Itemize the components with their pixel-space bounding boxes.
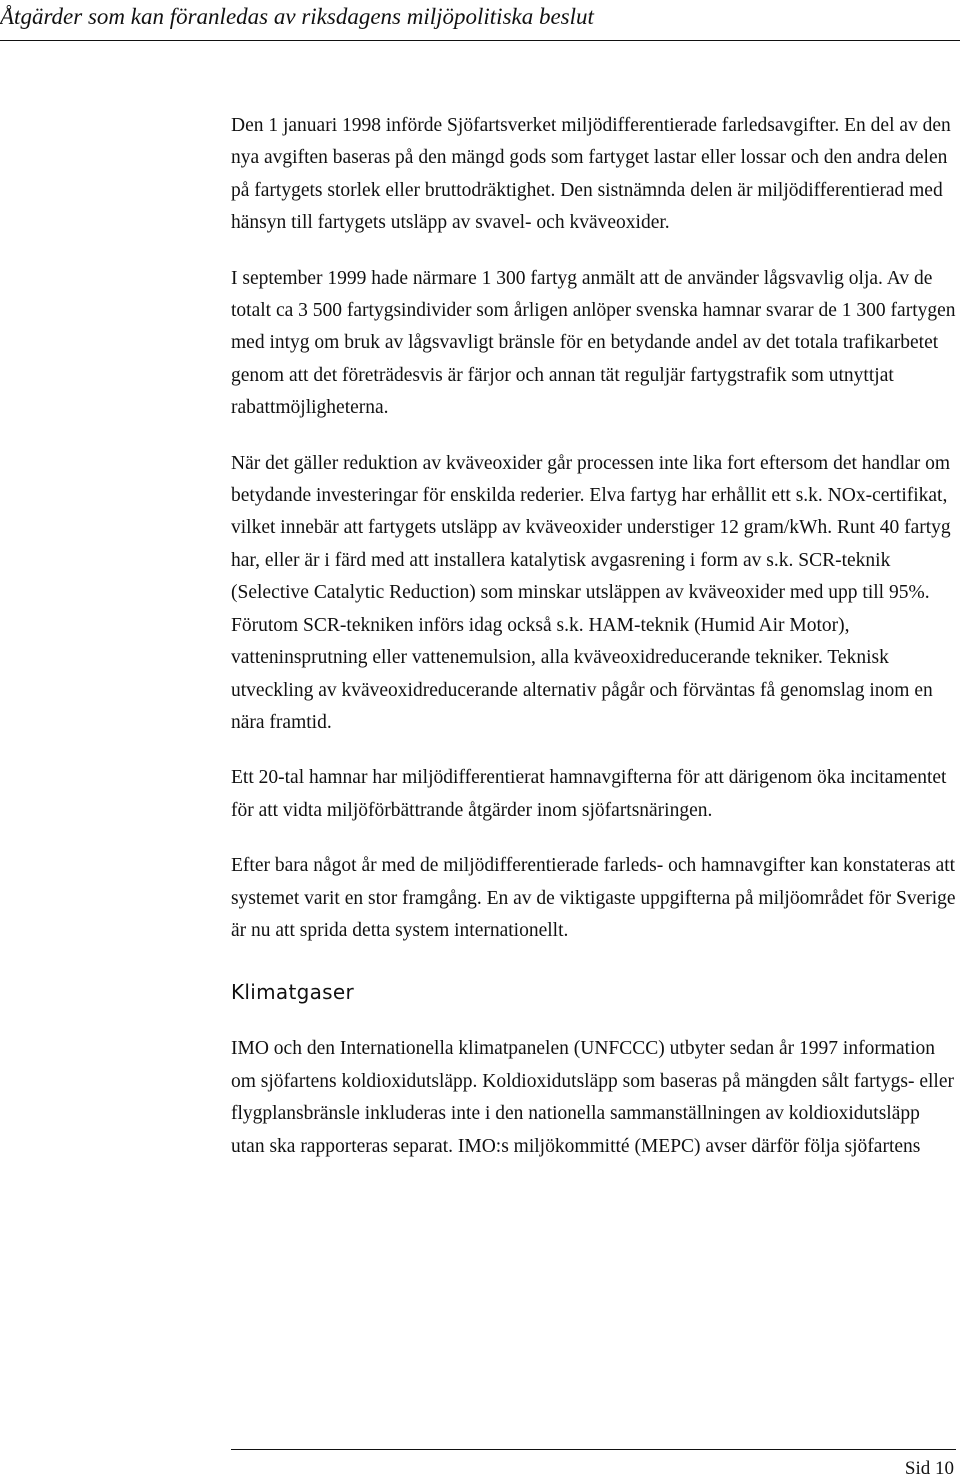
running-header: Åtgärder som kan föranledas av riksdagens miljöpolitiska beslut	[0, 4, 594, 29]
page-number: Sid 10	[904, 1458, 954, 1479]
paragraph-framgang: Efter bara något år med de miljödifferentierade farleds- och hamnavgifter kan konstateras att systemet varit en stor framgång. En av de viktigaste uppgifterna på miljöområdet för Sverige är nu att sprida detta system internationellt.	[231, 855, 956, 941]
footer-rule	[231, 1449, 956, 1450]
paragraph-hamnavgifter: Ett 20-tal hamnar har miljödifferentierat hamnavgifterna för att därigenom öka incitamentet för att vidta miljöförbättrande åtgärder inom sjöfartsnäringen.	[231, 767, 947, 821]
section-heading-klimatgaser: Klimatgaser	[231, 980, 355, 1005]
paragraph-kvaveoxider: När det gäller reduktion av kväveoxider går processen inte lika fort eftersom det handlar om betydande investeringar för enskilda rederier. Elva fartyg har erhållit ett s.k. NOx-certifikat, vilket innebär att fartygets utsläpp av kväveoxider understiger 12 gram/kWh. Runt 40 fartyg har, eller är i färd med att installera katalytisk avgasrening i form av s.k. SCR-teknik (Selective Catalytic Reduction) som minskar utsläppen av kväveoxider med upp till 95%. Förutom SCR-tekniken införs idag också s.k. HAM-teknik (Humid Air Motor), vatteninsprutning eller vattenemulsion, alla kväveoxidreducerande tekniker. Teknisk utveckling av kväveoxidreducerande alternativ pågår och förväntas få genomslag inom en nära framtid.	[231, 452, 951, 733]
paragraph-lagsvavlig-olja: I september 1999 hade närmare 1 300 fartyg anmält att de använder lågsvavlig olja. Av de totalt ca 3 500 fartygsindivider som årligen anlöper svenska hamnar svarar de 1 300 fartygen med intyg om bruk av lågsvavligt bränsle för en betydande andel av det totala trafikarbetet genom att det företrädesvis är färjor och annan tät reguljär fartygstrafik som utnyttjat rabattmöjligheterna.	[231, 267, 956, 419]
paragraph-imo-unfccc: IMO och den Internationella klimatpanelen (UNFCCC) utbyter sedan år 1997 information om sjöfartens koldioxidutsläpp. Koldioxidutsläpp som baseras på mängden sålt fartygs- eller flygplansbränsle inkluderas inte i den nationella sammanställningen av koldioxidutsläpp utan ska rapporteras separat. IMO:s miljökommitté (MEPC) avser därför följa sjöfartens	[231, 1038, 954, 1157]
header-rule	[0, 40, 960, 41]
paragraph-farledsavgifter: Den 1 januari 1998 införde Sjöfartsverket miljödifferentierade farledsavgifter. En del av den nya avgiften baseras på den mängd gods som fartyget lastar eller lossar och den andra delen på fartygets storlek eller bruttodräktighet. Den sistnämnda delen är miljödifferentierad med hänsyn till fartygets utsläpp av svavel- och kväveoxider.	[231, 115, 951, 234]
document-body	[231, 110, 956, 1163]
